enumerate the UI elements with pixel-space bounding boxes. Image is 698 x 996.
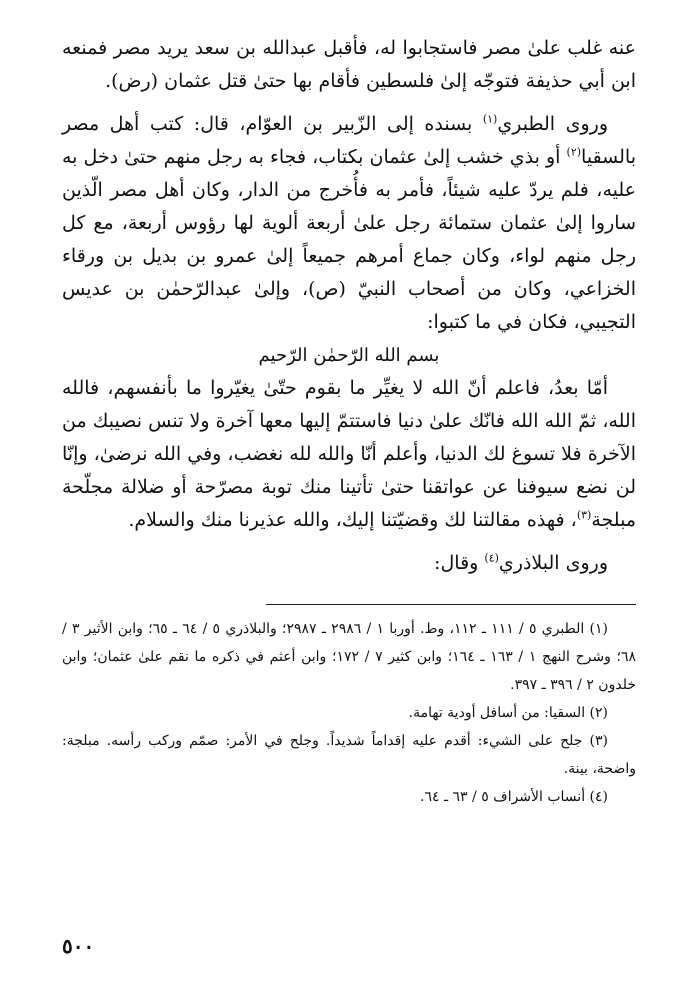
baladhuri-lead: وروى البلاذري [498,552,608,574]
footnote-ref-3: (٣) [576,508,592,522]
footnote-ref-2: (٢) [566,145,582,159]
paragraph-baladhuri [62,547,636,580]
paragraph-gap [62,98,636,108]
paragraph-letter [62,372,636,537]
footnote-ref-4: (٤) [484,551,499,565]
footnote-4: (٤) أنساب الأشراف ٥ / ٦٣ ـ ٦٤. [420,789,608,805]
baladhuri-end: وقال: [434,552,485,574]
footnote-3: (٣) جلح على الشيء: أقدم عليه إقداماً شديداً. وجلح في الأمر: صمّم وركب رأسه. مبلجة: واضحة، بينة. [62,733,636,777]
paragraph-gap [62,537,636,547]
footnote-2: (٢) السقيا: من أسافل أودية تهامة. [408,705,608,721]
footnote-1: (١) الطبري ٥ / ١١١ ـ ١١٢، وط. أوربا ١ / ٢٩٨٦ ـ ٢٩٨٧؛ والبلاذري ٥ / ٦٤ ـ ٦٥؛ وابن الأثير ٣ / ٦٨؛ وشرح النهج ١ / ١٦٣ ـ ١٦٤؛ وابن كثير ٧ / ١٧٢؛ وابن أعثم في ذكره ما نقم علىٰ عثمان؛ وابن خلدون ٢ / ٣٩٦ ـ ٣٩٧. [62,621,637,693]
basmala-heading: بسم الله الرّحمٰن الرّحيم [258,345,440,366]
tabari-mid: بسنده إلى الزّبير بن العوّام، قال: كتب أهل مصر بالسقيا [62,113,636,168]
letter-text-end: ، فهذه مقالتنا لك وقضيّتنا إليك، والله عذيرنا منك والسلام. [128,509,577,531]
paragraph-tabari [62,108,636,339]
tabari-lead: وروى الطبري [497,113,608,135]
footnote-ref-1: (١) [482,112,498,126]
page-number: ٥٠٠ [62,934,95,958]
footnote-divider [266,604,636,605]
paragraph-intro: عنه غلب علىٰ مصر فاستجابوا له، فأقبل عبدالله بن سعد يريد مصر فمنعه ابن أبي حذيفة فتوجّه إلىٰ فلسطين فأقام بها حتىٰ قتل عثمان (رض). [62,37,636,92]
letter-text: أمّا بعدُ، فاعلم أنّ الله لا يغيِّر ما بقوم حتّىٰ يغيّروا ما بأنفسهم، فالله الله، ثمّ الله الله فانّك علىٰ دنيا فاستتمّ إليها معها آخرة ولا تنس نصيبك من الآخرة فلا تسوغ لك الدنيا، وأعلم أنّا والله لله نغضب، وفي الله نرضىٰ، وإنّا لن نضع سيوفنا عن عواتقنا حتىٰ تأتينا منك توبة مصرّحة أو ضلالة مجلّحة مبلجة [62,377,636,531]
tabari-rest: أو بذي خشب إلىٰ عثمان بكتاب، فجاء به رجل منهم حتىٰ دخل به عليه، فلم يردّ عليه شيئاً، فأمر به فأُخرج من الدار، وكان أهل مصر الّذين ساروا إلىٰ عثمان ستمائة رجل علىٰ أربعة ألوية لها رؤوس أربعة، مع كل رجل منهم لواء، وكان جماع أمرهم جميعاً إلىٰ عمرو بن بديل بن ورقاء الخزاعي، وكان من أصحاب النبيّ (ص)، وإلىٰ عبدالرّحمٰن بن عديس التجيبي، فكان في ما كتبوا: [62,146,636,333]
